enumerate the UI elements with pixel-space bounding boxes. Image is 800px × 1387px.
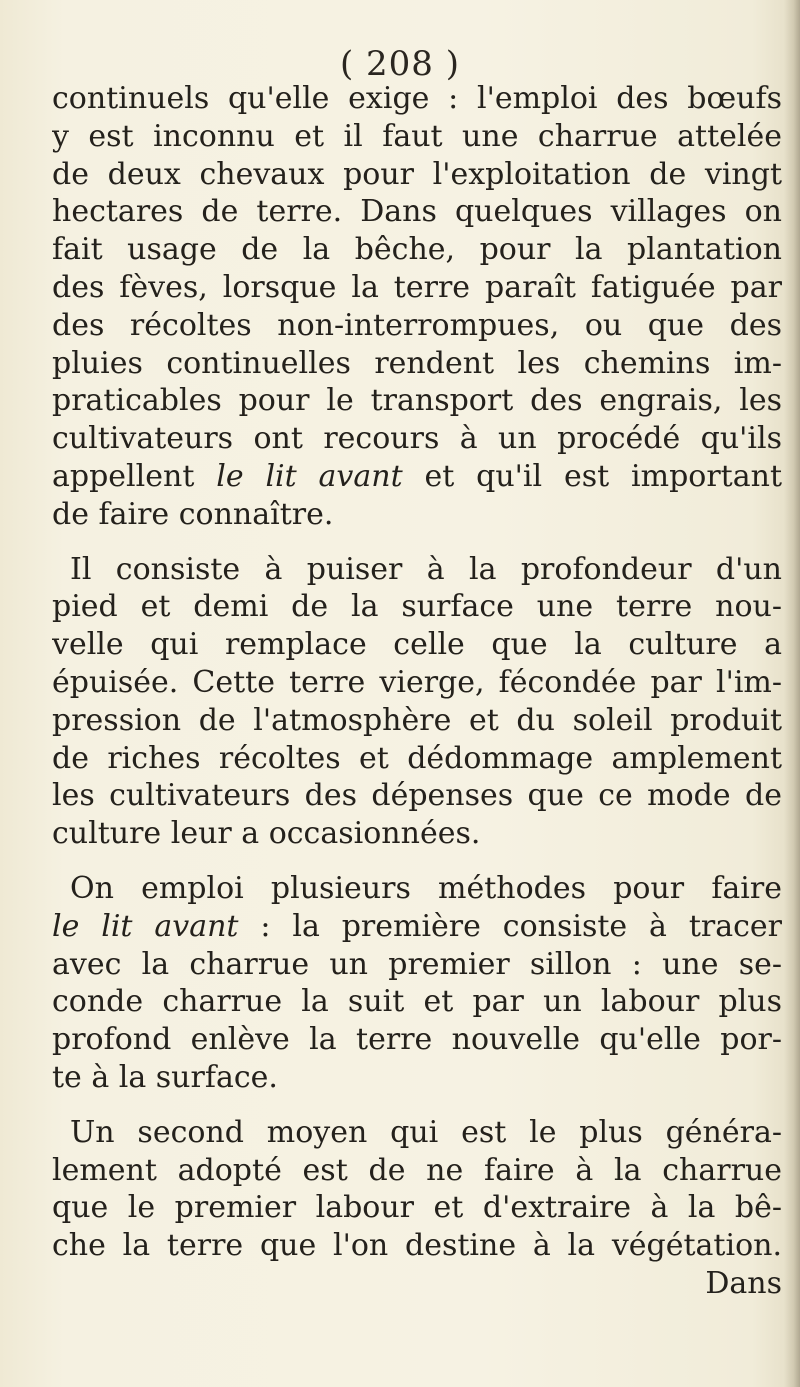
text-line: culture leur a occasionnées. (52, 816, 481, 852)
text-line: Un second moyen qui est le plus généra- (70, 1114, 782, 1150)
text-line: te à la surface. (52, 1059, 278, 1095)
text-line: de riches récoltes et dédommage amplement (52, 740, 782, 776)
text-line: que le premier labour et d'extraire à la bê- (52, 1190, 782, 1226)
text-fragment: : la première consiste à tracer (238, 908, 782, 944)
paragraph-gap (52, 1097, 782, 1114)
text-line: cultivateurs ont recours à un procédé qu'ils (52, 421, 782, 457)
italic-term: le lit avant (52, 908, 239, 944)
italic-term: le lit avant (216, 458, 403, 494)
catchword: Dans (705, 1265, 782, 1301)
text-line: des récoltes non-interrompues, ou que des (52, 307, 782, 343)
text-line: che la terre que l'on destine à la végétation. (52, 1228, 782, 1264)
text-line-italic-phrase (52, 458, 782, 496)
text-line: lement adopté est de ne faire à la charrue (52, 1152, 782, 1188)
text-line: praticables pour le transport des engrais, les (52, 383, 782, 419)
text-line: On emploi plusieurs méthodes pour faire (70, 870, 782, 906)
text-line: fait usage de la bêche, pour la plantation (52, 232, 782, 268)
text-line: velle qui remplace celle que la culture a (52, 627, 782, 663)
paragraph-gap (52, 853, 782, 870)
text-fragment: appellent (52, 458, 217, 494)
text-line: des fèves, lorsque la terre paraît fatiguée par (52, 269, 782, 305)
page-body (52, 80, 782, 1303)
text-line: pied et demi de la surface une terre nou- (52, 589, 782, 625)
page-number-header: ( 208 ) (339, 44, 461, 84)
text-line: pression de l'atmosphère et du soleil produit (52, 702, 782, 738)
text-line: les cultivateurs des dépenses que ce mode de (52, 778, 782, 814)
text-line: conde charrue la suit et par un labour plus (52, 984, 782, 1020)
text-line: profond enlève la terre nouvelle qu'elle por- (52, 1022, 782, 1058)
text-line: y est inconnu et il faut une charrue attelée (52, 118, 782, 154)
text-line: hectares de terre. Dans quelques villages on (52, 194, 782, 230)
text-line: Il consiste à puiser à la profondeur d'un (70, 551, 782, 587)
page-edge-shadow (784, 0, 800, 1387)
text-fragment: et qu'il est important (402, 458, 782, 494)
text-line: de faire connaître. (52, 496, 334, 532)
text-line: pluies continuelles rendent les chemins im- (52, 345, 782, 381)
text-line: avec la charrue un premier sillon : une se- (52, 946, 782, 982)
text-line: continuels qu'elle exige : l'emploi des bœufs (52, 81, 782, 116)
text-line: épuisée. Cette terre vierge, fécondée par l'im- (52, 664, 782, 700)
paragraph-gap (52, 534, 782, 551)
text-line: de deux chevaux pour l'exploitation de vingt (52, 156, 782, 192)
text-line-italic-phrase (52, 908, 782, 946)
